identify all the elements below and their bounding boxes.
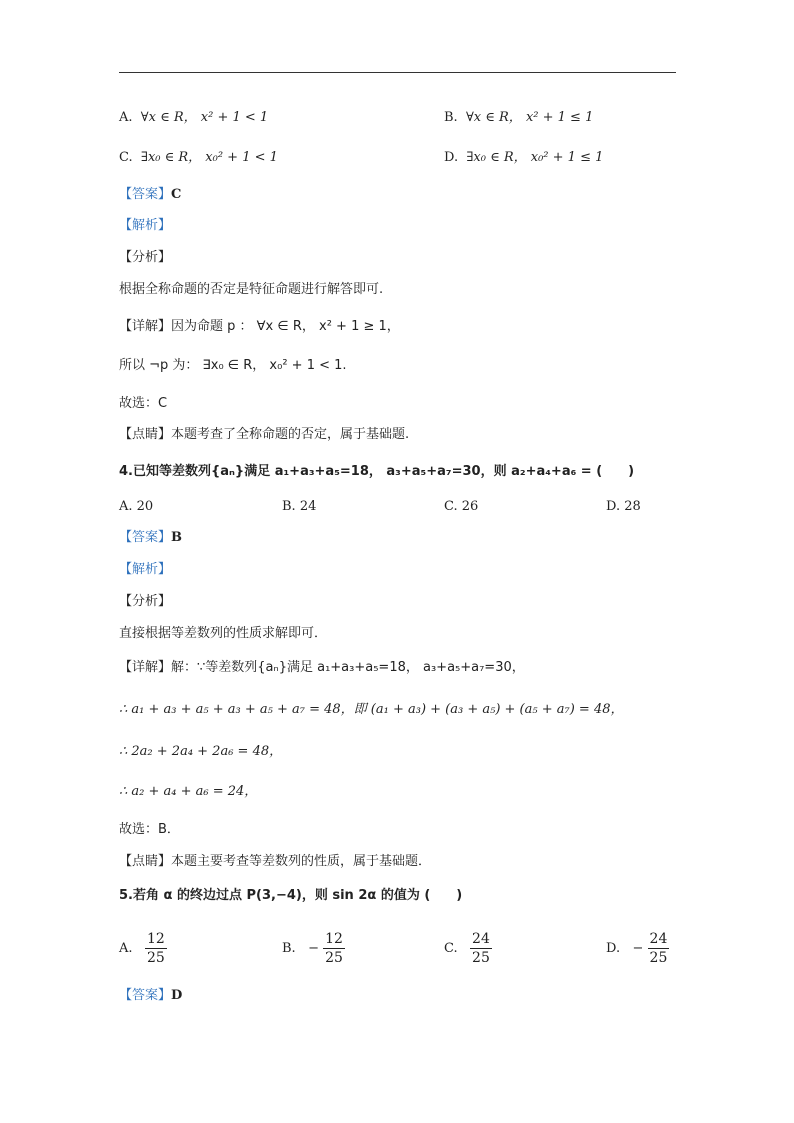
option-label: D. [444,150,459,165]
option-label: A. [119,941,133,956]
numerator: 24 [472,931,490,947]
detail-text: 解：∵等差数列{aₙ}满足 a₁+a₃+a₅=18， a₃+a₅+a₇=30， [171,660,525,675]
answer-value: B [171,530,183,545]
q4-step-3 [119,782,257,802]
q3-comment [119,425,409,445]
q3-answer [119,185,181,205]
option-label: C. [444,941,458,956]
step-text: ∴ a₁ + a₃ + a₅ + a₃ + a₅ + a₇ = 48，即 (a₁ + a₃) + (a₃ + a₅) + (a₅ + a₇) = 48， [119,702,624,717]
choose-text: 故选：B． [119,822,180,837]
option-text: ∀x ∈ R， x² + 1 < 1 [140,110,269,125]
fenxi-text: 直接根据等差数列的性质求解即可． [119,626,328,641]
option-text: C. 26 [444,499,479,514]
q4-option-a [119,497,153,517]
q4-stem [119,462,634,482]
numerator: 24 [649,931,668,947]
q3-fenxi-text [119,280,383,300]
numerator: 12 [325,931,343,947]
detail-tag: 【详解】 [119,660,172,675]
step-text: ∴ 2a₂ + 2a₄ + 2a₆ = 48， [119,744,283,759]
numerator: 12 [146,931,165,947]
option-text: ∃x₀ ∈ R， x₀² + 1 ≤ 1 [466,150,604,165]
q4-detail [119,658,525,678]
q5-option-a [119,930,167,967]
q3-detail [119,317,400,337]
q4-option-d [606,497,641,517]
question-stem: 4.已知等差数列{aₙ}满足 a₁+a₃+a₅=18， a₃+a₅+a₇=30，则 a₂+a₄+a₆ = ( ) [119,464,635,479]
fraction [648,930,670,967]
minus-sign: − [632,941,644,956]
q3-option-d [444,148,603,168]
denominator: 25 [472,950,490,966]
q3-fenxi-tag [119,248,171,268]
q4-step-1 [119,700,623,720]
denominator: 25 [146,950,165,966]
option-text: B. 24 [282,499,317,514]
option-text: ∃x₀ ∈ R， x₀² + 1 < 1 [140,150,278,165]
q5-option-d [606,930,669,967]
option-label: C. [119,150,133,165]
answer-value: D [171,988,183,1003]
q4-analysis-tag [119,560,171,580]
q5-option-c [444,930,492,967]
comment-text: 本题考查了全称命题的否定，属于基础题. [171,427,410,442]
choose-text: 故选：C [119,396,168,411]
denominator: 25 [325,950,343,966]
q5-option-b [282,930,345,967]
analysis-tag: 【解析】 [119,218,172,233]
q3-analysis-tag [119,216,171,236]
fenxi-tag: 【分析】 [119,594,172,609]
q4-fenxi-text [119,624,327,644]
q4-answer [119,528,182,548]
q3-option-b [444,108,593,128]
q4-comment [119,852,431,872]
option-text: D. 28 [606,499,641,514]
fraction [470,930,492,967]
q3-detail-2 [119,356,347,376]
q3-option-a [119,108,268,128]
denominator: 25 [649,950,668,966]
q3-choose [119,394,167,414]
option-label: D. [606,941,621,956]
step-text: ∴ a₂ + a₄ + a₆ = 24， [119,784,258,799]
answer-tag: 【答案】 [119,530,172,545]
q4-choose [119,820,180,840]
question-stem: 5.若角 α 的终边过点 P(3,−4)，则 sin 2α 的值为 ( ) [119,888,463,903]
fenxi-text: 根据全称命题的否定是特征命题进行解答即可. [119,282,384,297]
q5-answer [119,986,182,1006]
q5-stem [119,886,462,906]
answer-value: C [171,187,182,202]
comment-text: 本题主要考查等差数列的性质，属于基础题． [171,854,432,869]
option-label: B. [444,110,458,125]
answer-tag: 【答案】 [119,187,172,202]
option-text: ∀x ∈ R， x² + 1 ≤ 1 [465,110,594,125]
detail-text: 因为命题 p ： ∀x ∈ R， x² + 1 ≥ 1， [171,319,400,334]
q4-option-c [444,497,478,517]
q4-step-2 [119,742,282,762]
option-label: B. [282,941,296,956]
q4-fenxi-tag [119,592,171,612]
detail-tag: 【详解】 [119,319,172,334]
answer-tag: 【答案】 [119,988,172,1003]
minus-sign: − [308,941,319,956]
option-label: A. [119,110,133,125]
detail-text: 所以 ¬p 为： ∃x₀ ∈ R， x₀² + 1 < 1. [119,358,347,373]
fraction [323,930,345,967]
fenxi-tag: 【分析】 [119,250,172,265]
fraction [145,930,167,967]
comment-tag: 【点睛】 [119,854,172,869]
q4-option-b [282,497,316,517]
q3-option-c [119,148,278,168]
analysis-tag: 【解析】 [119,562,172,577]
header-rule [119,72,676,73]
option-text: A. 20 [119,499,154,514]
comment-tag: 【点睛】 [119,427,172,442]
